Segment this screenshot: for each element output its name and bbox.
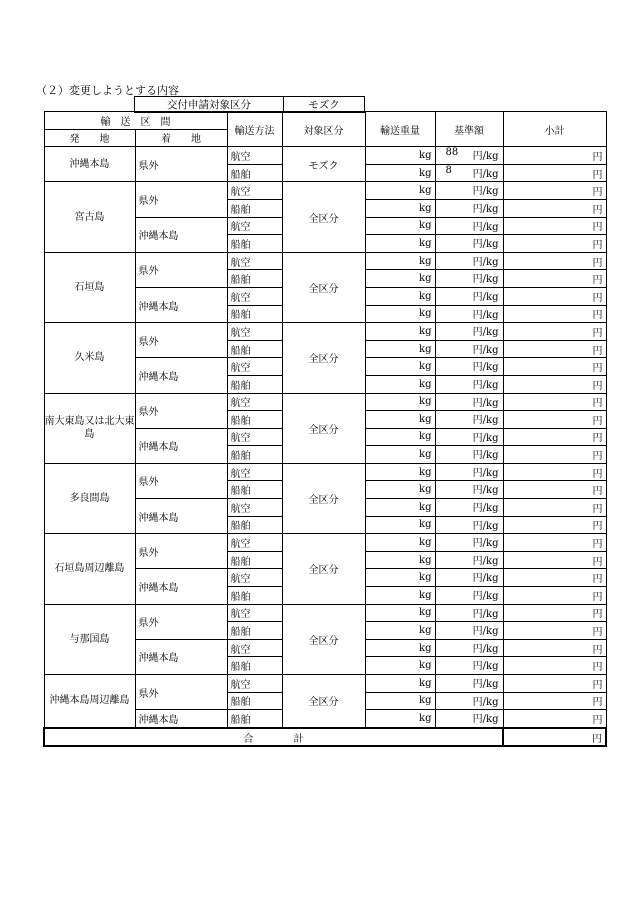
destination-cell: 県外 — [135, 534, 227, 569]
origin-cell: 宮古島 — [44, 182, 135, 252]
destination-cell: 沖縄本島 — [135, 569, 227, 604]
base-rate-unit: 円/kg — [472, 714, 499, 726]
category-header: 対象区分 — [282, 112, 365, 147]
weight-cell: kg — [365, 164, 435, 182]
destination-cell: 沖縄本島 — [135, 428, 227, 463]
method-cell: 航空 — [227, 639, 282, 657]
table-row — [44, 604, 606, 622]
subtotal-cell: 円 — [503, 463, 606, 481]
subtotal-cell: 円 — [503, 235, 606, 253]
subsidy-category-value: モズク — [284, 97, 365, 113]
base-rate-cell — [435, 463, 503, 481]
base-rate-unit: 円/kg — [472, 221, 499, 233]
weight-cell: kg — [365, 516, 435, 534]
header-row — [44, 112, 606, 130]
category-cell: 全区分 — [282, 323, 365, 393]
method-cell: 航空 — [227, 534, 282, 552]
base-rate-unit: 円/kg — [472, 467, 499, 479]
weight-cell: kg — [365, 692, 435, 710]
section-title: （２）変更しようとする内容 — [36, 84, 179, 97]
base-rate-cell — [435, 182, 503, 200]
base-rate-cell — [435, 199, 503, 217]
weight-cell: kg — [365, 569, 435, 587]
weight-cell: kg — [365, 217, 435, 235]
base-rate-cell — [435, 446, 503, 464]
subtotal-header: 小計 — [503, 112, 606, 147]
base-rate-unit: 円/kg — [472, 520, 499, 532]
method-cell: 船舶 — [227, 305, 282, 323]
method-cell: 航空 — [227, 499, 282, 517]
base-rate-cell — [435, 393, 503, 411]
category-cell: モズク — [282, 147, 365, 182]
transport-table-body — [44, 112, 606, 747]
origin-cell: 石垣島周辺離島 — [44, 534, 135, 604]
base-rate-unit: 円/kg — [472, 327, 499, 339]
method-cell: 船舶 — [227, 164, 282, 182]
destination-cell: 沖縄本島 — [135, 358, 227, 393]
weight-cell: kg — [365, 393, 435, 411]
base-rate-unit: 円/kg — [472, 379, 499, 391]
base-rate-unit: 円/kg — [472, 256, 499, 268]
origin-cell: 南大東島又は北大東島 — [44, 393, 135, 463]
table-row — [44, 534, 606, 552]
base-rate-cell — [435, 622, 503, 640]
subtotal-cell: 円 — [503, 252, 606, 270]
method-cell: 船舶 — [227, 375, 282, 393]
route-header: 輸 送 区 間 — [44, 112, 227, 130]
base-rate-unit: 円/kg — [472, 432, 499, 444]
subtotal-cell: 円 — [503, 622, 606, 640]
base-rate-value: 88 — [445, 147, 459, 159]
weight-cell: kg — [365, 147, 435, 165]
method-cell: 船舶 — [227, 340, 282, 358]
base-rate-unit: 円/kg — [472, 538, 499, 550]
table-row — [44, 463, 606, 481]
subtotal-cell: 円 — [503, 604, 606, 622]
weight-cell: kg — [365, 199, 435, 217]
base-rate-cell — [435, 235, 503, 253]
destination-header: 着 地 — [135, 129, 227, 147]
weight-cell: kg — [365, 323, 435, 341]
base-rate-cell — [435, 481, 503, 499]
method-cell: 船舶 — [227, 692, 282, 710]
origin-cell: 沖縄本島 — [44, 147, 135, 182]
subtotal-cell: 円 — [503, 270, 606, 288]
subtotal-cell: 円 — [503, 675, 606, 693]
method-cell: 船舶 — [227, 551, 282, 569]
origin-cell: 久米島 — [44, 323, 135, 393]
subtotal-cell: 円 — [503, 375, 606, 393]
base-rate-cell — [435, 147, 503, 165]
base-rate-cell — [435, 675, 503, 693]
method-cell: 船舶 — [227, 622, 282, 640]
base-rate-cell — [435, 270, 503, 288]
base-rate-cell — [435, 657, 503, 675]
method-cell: 航空 — [227, 358, 282, 376]
weight-cell: kg — [365, 534, 435, 552]
method-cell: 航空 — [227, 604, 282, 622]
base-rate-unit: 円/kg — [472, 151, 499, 163]
base-rate-cell — [435, 710, 503, 728]
weight-cell: kg — [365, 551, 435, 569]
weight-cell: kg — [365, 639, 435, 657]
method-cell: 船舶 — [227, 446, 282, 464]
base-rate-unit: 円/kg — [472, 591, 499, 603]
base-rate-unit: 円/kg — [472, 203, 499, 215]
destination-cell: 沖縄本島 — [135, 217, 227, 252]
base-rate-cell — [435, 551, 503, 569]
base-rate-cell — [435, 534, 503, 552]
subtotal-cell: 円 — [503, 481, 606, 499]
base-rate-unit: 円/kg — [472, 643, 499, 655]
weight-cell: kg — [365, 252, 435, 270]
base-rate-unit: 円/kg — [472, 397, 499, 409]
subtotal-cell: 円 — [503, 305, 606, 323]
subtotal-cell: 円 — [503, 692, 606, 710]
method-cell: 船舶 — [227, 587, 282, 605]
table-row — [44, 393, 606, 411]
transport-table — [43, 111, 607, 747]
category-cell: 全区分 — [282, 393, 365, 463]
method-cell: 航空 — [227, 569, 282, 587]
method-cell: 航空 — [227, 182, 282, 200]
method-cell: 船舶 — [227, 657, 282, 675]
base-rate-unit: 円/kg — [472, 573, 499, 585]
total-row — [44, 728, 606, 747]
table-row — [44, 252, 606, 270]
base-rate-unit: 円/kg — [472, 626, 499, 638]
category-cell: 全区分 — [282, 463, 365, 533]
total-label: 合 計 — [44, 728, 503, 747]
base-rate-unit: 円/kg — [472, 291, 499, 303]
base-rate-unit: 円/kg — [472, 450, 499, 462]
weight-cell: kg — [365, 622, 435, 640]
destination-cell: 県外 — [135, 323, 227, 358]
subtotal-cell: 円 — [503, 358, 606, 376]
subtotal-cell: 円 — [503, 710, 606, 728]
method-cell: 船舶 — [227, 235, 282, 253]
method-cell: 航空 — [227, 463, 282, 481]
subtotal-cell: 円 — [503, 340, 606, 358]
subtotal-cell: 円 — [503, 393, 606, 411]
base-rate-cell — [435, 375, 503, 393]
subtotal-cell: 円 — [503, 516, 606, 534]
method-cell: 航空 — [227, 287, 282, 305]
weight-cell: kg — [365, 182, 435, 200]
weight-cell: kg — [365, 305, 435, 323]
origin-header: 発 地 — [44, 129, 135, 147]
method-cell: 航空 — [227, 428, 282, 446]
base-rate-cell — [435, 499, 503, 517]
subtotal-cell: 円 — [503, 199, 606, 217]
method-cell: 航空 — [227, 217, 282, 235]
base-rate-cell — [435, 604, 503, 622]
origin-cell: 多良間島 — [44, 463, 135, 533]
subtotal-cell: 円 — [503, 569, 606, 587]
category-cell: 全区分 — [282, 675, 365, 728]
weight-cell: kg — [365, 481, 435, 499]
subtotal-cell: 円 — [503, 217, 606, 235]
weight-cell: kg — [365, 358, 435, 376]
subtotal-cell: 円 — [503, 499, 606, 517]
table-row — [44, 675, 606, 693]
method-cell: 船舶 — [227, 481, 282, 499]
destination-cell: 県外 — [135, 604, 227, 639]
base-rate-cell — [435, 305, 503, 323]
method-cell: 船舶 — [227, 270, 282, 288]
destination-cell: 県外 — [135, 463, 227, 498]
subtotal-cell: 円 — [503, 639, 606, 657]
base-rate-cell — [435, 639, 503, 657]
base-rate-cell — [435, 358, 503, 376]
destination-cell: 県外 — [135, 147, 227, 182]
method-header: 輸送方法 — [227, 112, 282, 147]
origin-cell: 与那国島 — [44, 604, 135, 674]
method-cell: 航空 — [227, 323, 282, 341]
subtotal-cell: 円 — [503, 428, 606, 446]
destination-cell: 沖縄本島 — [135, 287, 227, 322]
base-rate-cell — [435, 587, 503, 605]
method-cell: 航空 — [227, 675, 282, 693]
base-rate-unit: 円/kg — [472, 168, 499, 180]
weight-cell: kg — [365, 587, 435, 605]
base-rate-unit: 円/kg — [472, 186, 499, 198]
weight-header: 輸送重量 — [365, 112, 435, 147]
base-rate-unit: 円/kg — [472, 661, 499, 673]
base-rate-cell — [435, 516, 503, 534]
weight-cell: kg — [365, 604, 435, 622]
weight-cell: kg — [365, 340, 435, 358]
base-rate-unit: 円/kg — [472, 309, 499, 321]
destination-cell: 県外 — [135, 675, 227, 710]
base-rate-unit: 円/kg — [472, 415, 499, 427]
subtotal-cell: 円 — [503, 411, 606, 429]
base-rate-cell — [435, 340, 503, 358]
weight-cell: kg — [365, 446, 435, 464]
subtotal-cell: 円 — [503, 657, 606, 675]
base-rate-cell — [435, 692, 503, 710]
subtotal-cell: 円 — [503, 164, 606, 182]
origin-cell: 沖縄本島周辺離島 — [44, 675, 135, 728]
category-cell: 全区分 — [282, 604, 365, 674]
subsidy-category-label: 交付申請対象区分 — [135, 97, 284, 113]
total-value: 円 — [503, 728, 606, 747]
method-cell: 船舶 — [227, 710, 282, 728]
category-cell: 全区分 — [282, 252, 365, 322]
method-cell: 航空 — [227, 147, 282, 165]
base-rate-unit: 円/kg — [472, 503, 499, 515]
base-rate-unit: 円/kg — [472, 555, 499, 567]
base-rate-cell — [435, 428, 503, 446]
base-rate-cell — [435, 323, 503, 341]
weight-cell: kg — [365, 235, 435, 253]
subtotal-cell: 円 — [503, 551, 606, 569]
method-cell: 航空 — [227, 252, 282, 270]
weight-cell: kg — [365, 375, 435, 393]
subtotal-cell: 円 — [503, 587, 606, 605]
subtotal-cell: 円 — [503, 287, 606, 305]
weight-cell: kg — [365, 499, 435, 517]
weight-cell: kg — [365, 428, 435, 446]
destination-cell: 県外 — [135, 252, 227, 287]
origin-cell: 石垣島 — [44, 252, 135, 322]
category-cell: 全区分 — [282, 534, 365, 604]
weight-cell: kg — [365, 463, 435, 481]
base-rate-unit: 円/kg — [472, 274, 499, 286]
base-rate-cell — [435, 411, 503, 429]
base-rate-unit: 円/kg — [472, 239, 499, 251]
subtotal-cell: 円 — [503, 446, 606, 464]
weight-cell: kg — [365, 270, 435, 288]
base-rate-unit: 円/kg — [472, 679, 499, 690]
method-cell: 船舶 — [227, 199, 282, 217]
subtotal-cell: 円 — [503, 534, 606, 552]
method-cell: 船舶 — [227, 516, 282, 534]
weight-cell: kg — [365, 287, 435, 305]
destination-cell: 沖縄本島 — [135, 710, 227, 728]
weight-cell: kg — [365, 411, 435, 429]
weight-cell: kg — [365, 675, 435, 693]
base-rate-unit: 円/kg — [472, 344, 499, 356]
table-row — [44, 182, 606, 200]
base-rate-cell — [435, 217, 503, 235]
subtotal-cell: 円 — [503, 147, 606, 165]
weight-cell: kg — [365, 657, 435, 675]
method-cell: 船舶 — [227, 411, 282, 429]
method-cell: 航空 — [227, 393, 282, 411]
base-rate-header: 基準額 — [435, 112, 503, 147]
base-rate-cell — [435, 287, 503, 305]
base-rate-unit: 円/kg — [472, 362, 499, 374]
base-rate-cell — [435, 252, 503, 270]
base-rate-cell — [435, 569, 503, 587]
destination-cell: 沖縄本島 — [135, 639, 227, 674]
subtotal-cell: 円 — [503, 182, 606, 200]
base-rate-cell — [435, 164, 503, 182]
table-row — [44, 147, 606, 165]
base-rate-unit: 円/kg — [472, 485, 499, 497]
base-rate-value: 8 — [445, 164, 452, 176]
destination-cell: 県外 — [135, 182, 227, 217]
table-row — [44, 323, 606, 341]
base-rate-unit: 円/kg — [472, 608, 499, 620]
destination-cell: 沖縄本島 — [135, 499, 227, 534]
category-cell: 全区分 — [282, 182, 365, 252]
subtotal-cell: 円 — [503, 323, 606, 341]
base-rate-unit: 円/kg — [472, 696, 499, 708]
weight-cell: kg — [365, 710, 435, 728]
destination-cell: 県外 — [135, 393, 227, 428]
